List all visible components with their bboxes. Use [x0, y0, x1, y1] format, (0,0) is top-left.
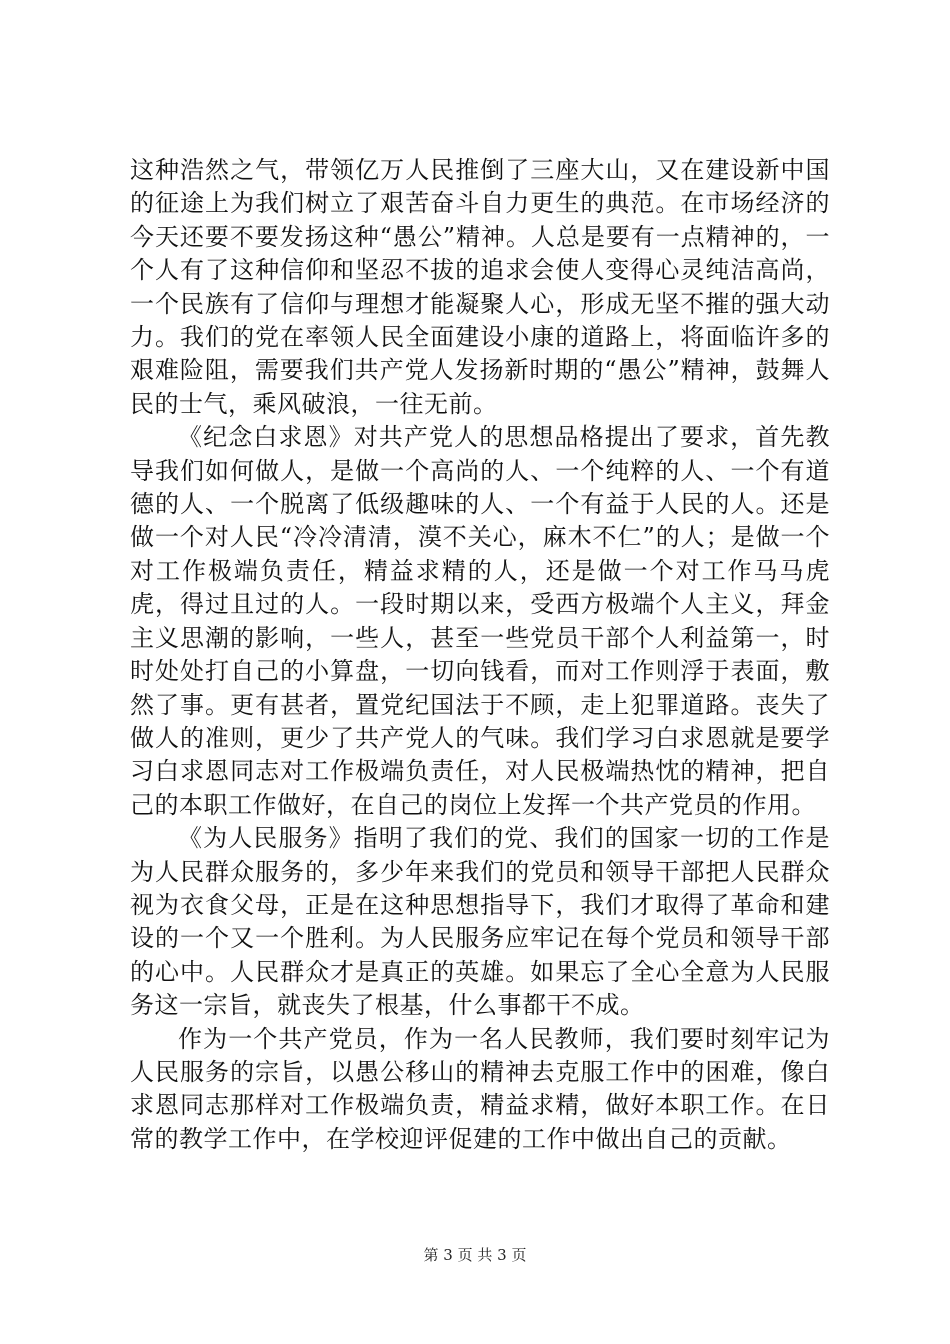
paragraph-serve-the-people: 《为人民服务》指明了我们的党、我们的国家一切的工作是为人民群众服务的，多少年来我们的党员和领导干部把人民群众视为衣食父母，正是在这种思想指导下，我们才取得了革命和建设的一个又一个胜利。为人民服务应牢记在每个党员和领导干部的心中。人民群众才是真正的英雄。如果忘了全心全意为人民服务这一宗旨，就丧失了根基，什么事都干不成。	[130, 824, 830, 1020]
paragraph-bethune: 《纪念白求恩》对共产党人的思想品格提出了要求，首先教导我们如何做人，是做一个高尚的人、一个纯粹的人、一个有道德的人、一个脱离了低级趣味的人、一个有益于人民的人。还是做一个对人民“冷冷清清，漠不关心，麻木不仁”的人；是做一个对工作极端负责任，精益求精的人，还是做一个对工作马马虎虎，得过且过的人。一段时期以来，受西方极端个人主义，拜金主义思潮的影响，一些人，甚至一些党员干部个人利益第一，时时处处打自己的小算盘，一切向钱看，而对工作则浮于表面，敷然了事。更有甚者，置党纪国法于不顾，走上犯罪道路。丧失了做人的准则，更少了共产党人的气味。我们学习白求恩就是要学习白求恩同志对工作极端负责任，对人民极端热忱的精神，把自己的本职工作做好，在自己的岗位上发挥一个共产党员的作用。	[130, 423, 830, 819]
paragraph-continuation: 这种浩然之气，带领亿万人民推倒了三座大山，又在建设新中国的征途上为我们树立了艰苦奋斗自力更生的典范。在市场经济的今天还要不要发扬这种“愚公”精神。人总是要有一点精神的，一个人有了这种信仰和坚忍不拔的追求会使人变得心灵纯洁高尚，一个民族有了信仰与理想才能凝聚人心，形成无坚不摧的强大动力。我们的党在率领人民全面建设小康的道路上，将面临许多的艰难险阻，需要我们共产党人发扬新时期的“愚公”精神，鼓舞人民的士气，乘风破浪，一往无前。	[130, 156, 830, 418]
page-footer: 第 3 页 共 3 页	[423, 1246, 527, 1264]
paragraph-conclusion: 作为一个共产党员，作为一名人民教师，我们要时刻牢记为人民服务的宗旨，以愚公移山的精神去克服工作中的困难，像白求恩同志那样对工作极端负责，精益求精，做好本职工作。在日常的教学工作中，在学校迎评促建的工作中做出自己的贡献。	[130, 1024, 830, 1153]
document-body	[130, 154, 830, 1156]
